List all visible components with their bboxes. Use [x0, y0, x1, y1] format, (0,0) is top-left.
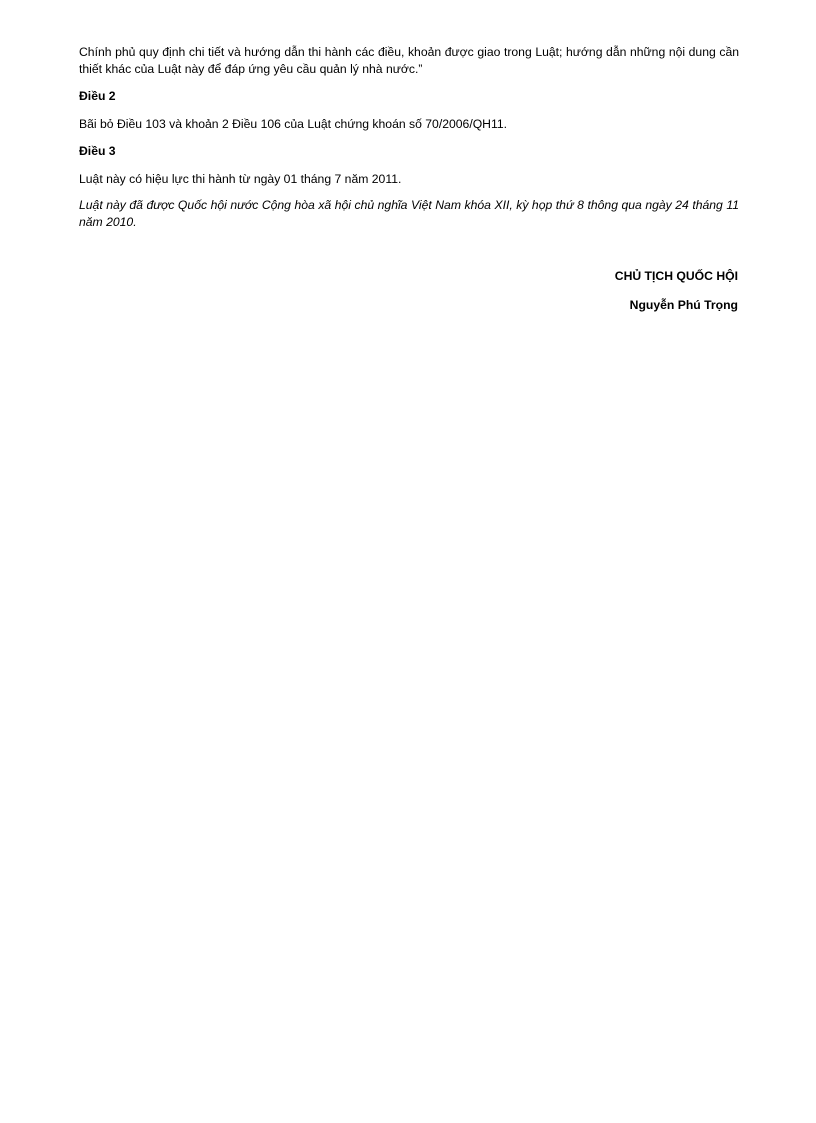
article-3-heading: Điều 3 — [79, 144, 116, 158]
article-2-text: Bãi bỏ Điều 103 và khoản 2 Điều 106 của Luật chứng khoán số 70/2006/QH11. — [79, 116, 508, 131]
article-3-text: Luật này có hiệu lực thi hành từ ngày 01 tháng 7 năm 2011. — [79, 171, 402, 186]
continuation-paragraph: Chính phủ quy định chi tiết và hướng dẫn thi hành các điều, khoản được giao trong Luật; hướng dẫn những nội dung cần thiết khác của Luật này để đáp ứng yêu cầu quản lý nhà nước.” — [79, 45, 739, 76]
document-body — [79, 44, 739, 230]
adoption-note: Luật này đã được Quốc hội nước Cộng hòa xã hội chủ nghĩa Việt Nam khóa XII, kỳ họp thứ 8 thông qua ngày 24 tháng 11 năm 2010. — [79, 198, 739, 229]
signature-name: Nguyễn Phú Trọng — [629, 298, 738, 312]
article-2-heading: Điều 2 — [79, 89, 116, 103]
signature-title: CHỦ TỊCH QUỐC HỘI — [614, 269, 738, 283]
